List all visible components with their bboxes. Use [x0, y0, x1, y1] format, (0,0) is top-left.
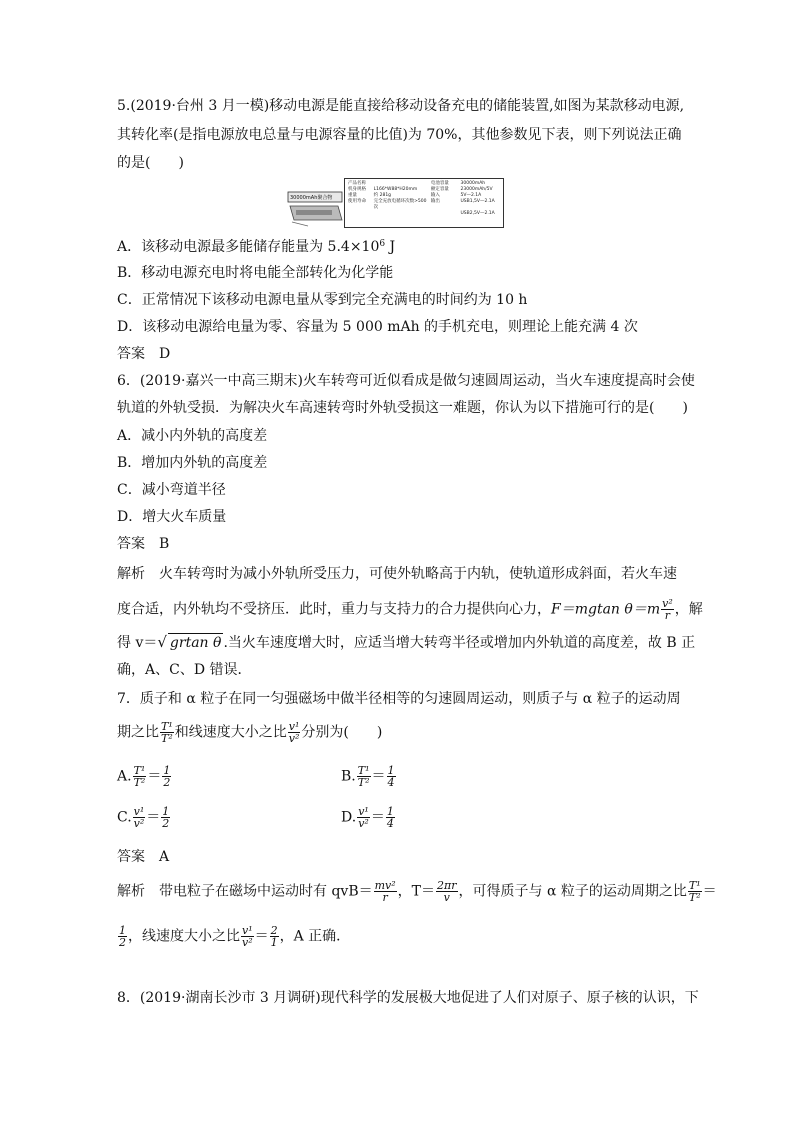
- spec-cell: 完全充放电循环次数>500次: [373, 199, 427, 210]
- q5-option-c: C．正常情况下该移动电源电量从零到完全充满电的时间约为 10 h: [117, 292, 528, 308]
- fraction-denominator: 2: [119, 936, 126, 949]
- q7-analysis-text: ，可得质子与 α 粒子的运动周期之比: [458, 883, 687, 900]
- option-lhs: [357, 765, 371, 788]
- fraction-denominator: T²: [688, 891, 701, 904]
- spec-cell: 30000mAh: [460, 181, 486, 186]
- q7-fraction: [118, 925, 127, 948]
- sqrt-icon: √: [157, 633, 167, 651]
- q6-analysis-line1: 解析 火车转弯时为减小外轨所受压力，可使外轨略高于内轨，使轨道形成斜面，若火车速: [117, 566, 677, 582]
- power-bank-image: [286, 180, 346, 228]
- fraction-denominator: T²: [133, 776, 146, 789]
- q6-analysis-text: 度合适，内外轨均不受挤压．此时，重力与支持力的合力提供向心力，: [117, 601, 551, 618]
- fraction-denominator: v: [443, 891, 450, 904]
- spec-cell: [374, 211, 431, 217]
- fraction-denominator: v²: [358, 817, 369, 830]
- q6-analysis-formula: F＝mgtan θ＝m: [551, 601, 661, 618]
- spec-cell: 约 281g: [373, 193, 392, 198]
- spec-cell: 5V—2.1A: [460, 193, 482, 198]
- q7-stem-text: 和线速度大小之比: [174, 724, 287, 741]
- fraction-denominator: r: [382, 891, 388, 904]
- option-rhs: [162, 765, 171, 788]
- fraction-denominator: T²: [357, 776, 370, 789]
- spec-cell: 输出: [430, 199, 440, 204]
- q7-period-ratio: [160, 721, 174, 744]
- option-lhs: [133, 806, 146, 829]
- fraction-numerator: 1: [386, 805, 394, 818]
- q7-fraction: [374, 880, 397, 903]
- q6-stem-line2: 轨道的外轨受损．为解决火车高速转弯时外轨受损这一难题，你认为以下措施可行的是( ): [117, 400, 688, 416]
- power-bank-figure: [286, 174, 504, 232]
- q7-analysis-text: ，A 正确．: [279, 928, 351, 945]
- equals-sign: ＝: [146, 809, 161, 826]
- spec-cell: 23000mAh/5V: [460, 187, 493, 192]
- fraction-denominator: 4: [386, 817, 394, 830]
- q5-option-a-exponent: 6: [379, 239, 386, 249]
- q7-option-a: [117, 765, 172, 788]
- spec-row: [348, 199, 500, 211]
- fraction-denominator: T²: [161, 732, 173, 745]
- fraction-numerator: T¹: [161, 720, 173, 733]
- q7-analysis-text: ，线速度大小之比: [128, 928, 240, 945]
- fraction-denominator: 1: [270, 936, 278, 949]
- q6-analysis-text: .当火车速度增大时，应适当增大转弯半径或增加内外轨道的高度差，故 B 正: [223, 635, 696, 651]
- fraction-numerator: v²: [662, 597, 673, 610]
- spec-cell: 输入: [430, 193, 440, 198]
- option-label: A.: [117, 768, 132, 785]
- fraction-numerator: 1: [162, 805, 170, 818]
- spec-cell: 电池容量: [430, 181, 449, 186]
- fraction-numerator: T¹: [133, 764, 146, 777]
- option-lhs: [133, 765, 147, 788]
- fraction-numerator: 1: [119, 924, 126, 937]
- spec-cell: 使用寿命: [348, 199, 366, 204]
- q6-stem-line1: 6．(2019·嘉兴一中高三期末)火车转弯可近似看成是做匀速圆周运动，当火车速度提高时会使: [117, 373, 695, 389]
- option-rhs: [387, 765, 396, 788]
- q6-option-c: C．减小弯道半径: [117, 482, 226, 498]
- spec-cell: L166*W88*H20mm: [373, 187, 418, 192]
- q6-option-b: B．增加内外轨的高度差: [117, 455, 268, 471]
- spec-table: [344, 178, 504, 228]
- device-label: 30000mAh聚合物: [290, 195, 333, 201]
- spec-cell: [348, 211, 374, 217]
- q5-option-b: B．移动电源充电时将电能全部转化为化学能: [117, 265, 394, 281]
- fraction-numerator: T¹: [357, 764, 370, 777]
- equals-sign: ＝: [254, 928, 269, 945]
- q7-analysis-line2: [117, 925, 350, 948]
- fraction-numerator: T¹: [688, 879, 701, 892]
- q7-stem-text: 期之比: [117, 724, 159, 741]
- option-rhs: [161, 806, 170, 829]
- equals-sign: ＝: [147, 768, 162, 785]
- q6-fraction: [661, 598, 674, 621]
- q8-stem-line1: 8．(2019·湖南长沙市 3 月调研)现代科学的发展极大地促进了人们对原子、原子核的认识，下: [117, 990, 699, 1006]
- q6-option-d: D．增大火车质量: [117, 509, 227, 525]
- fraction-numerator: v¹: [358, 805, 369, 818]
- q5-stem-line3: 的是( ): [117, 155, 184, 171]
- q7-fraction: [241, 925, 254, 948]
- option-lhs: [357, 806, 370, 829]
- fraction-numerator: 1: [163, 764, 171, 777]
- fraction-denominator: v²: [242, 936, 253, 949]
- q7-analysis-text: 解析 带电粒子在磁场中运动时有 qvB＝: [117, 883, 373, 900]
- spec-cell: USB2,5V—2.1A: [460, 211, 495, 216]
- q7-fraction: [436, 880, 458, 903]
- spec-cell: [431, 211, 461, 217]
- fraction-numerator: v¹: [133, 805, 145, 818]
- q7-option-c: [117, 806, 171, 829]
- fraction-numerator: 2πr: [437, 879, 457, 892]
- q7-fraction: [688, 880, 702, 903]
- fraction-denominator: 4: [387, 776, 395, 789]
- q7-option-d: [341, 806, 396, 829]
- q7-analysis-text: ，T＝: [397, 883, 436, 900]
- fraction-denominator: r: [664, 609, 671, 622]
- q5-stem-line1: 5.(2019·台州 3 月一模)移动电源是能直接给移动设备充电的储能装置,如图为某款移动电源,: [117, 98, 685, 114]
- spec-cell: 机身规格: [348, 187, 366, 192]
- fraction-denominator: v²: [288, 732, 300, 745]
- q6-analysis-text: 得 v＝: [117, 635, 158, 651]
- q6-analysis-line4: 确，A、C、D 错误．: [117, 662, 252, 678]
- equals-sign: ＝: [371, 768, 386, 785]
- option-label: B.: [341, 768, 356, 785]
- equals-sign: ＝: [702, 883, 717, 900]
- spec-cell: USB1,5V—2.1A: [460, 199, 495, 204]
- fraction-numerator: v¹: [242, 924, 253, 937]
- q6-analysis-line3: [117, 633, 695, 652]
- q5-option-a-text: A．该移动电源最多能储存能量为 5.4×10: [117, 239, 380, 255]
- q6-analysis-line2: [117, 598, 703, 621]
- q7-stem-text: 分别为( ): [301, 724, 383, 741]
- q6-analysis-text: ，解: [674, 601, 703, 618]
- q5-answer: 答案 D: [117, 346, 171, 362]
- q7-stem-line1: 7．质子和 α 粒子在同一匀强磁场中做半径相等的匀速圆周运动，则质子与 α 粒子的运动周: [117, 691, 681, 707]
- fraction-numerator: 1: [387, 764, 395, 777]
- option-label: C.: [117, 809, 132, 826]
- q7-stem-line2: [117, 721, 382, 744]
- q5-option-d: D．该移动电源给电量为零、容量为 5 000 mAh 的手机充电，则理论上能充满 4 次: [117, 319, 638, 335]
- fraction-denominator: v²: [133, 817, 145, 830]
- fraction-numerator: v¹: [288, 720, 300, 733]
- equals-sign: ＝: [370, 809, 385, 826]
- q7-fraction: [270, 925, 279, 948]
- q7-answer: 答案 A: [117, 849, 170, 865]
- spec-cell: 额定容量: [430, 187, 449, 192]
- option-label: D.: [341, 809, 357, 826]
- fraction-numerator: mv²: [374, 879, 396, 892]
- option-rhs: [386, 806, 395, 829]
- spec-cell: 产品名称: [348, 181, 366, 186]
- q7-speed-ratio: [288, 721, 301, 744]
- spec-cell: 重量: [348, 193, 357, 198]
- fraction-denominator: 2: [163, 776, 171, 789]
- q6-option-a: A．减小内外轨的高度差: [117, 428, 268, 444]
- fraction-numerator: 2: [270, 924, 278, 937]
- spec-row: [348, 211, 500, 217]
- q7-option-b: [341, 765, 397, 788]
- q6-sqrt-content: grtan θ: [169, 635, 222, 651]
- fraction-denominator: 2: [162, 817, 170, 830]
- q7-analysis-line1: [117, 880, 717, 903]
- q6-answer: 答案 B: [117, 536, 170, 552]
- q5-option-a-unit: J: [385, 239, 396, 255]
- q5-option-a: [117, 238, 395, 256]
- q5-stem-line2: 其转化率(是指电源放电总量与电源容量的比值)为 70%，其他参数见下表，则下列说法正确: [117, 127, 682, 143]
